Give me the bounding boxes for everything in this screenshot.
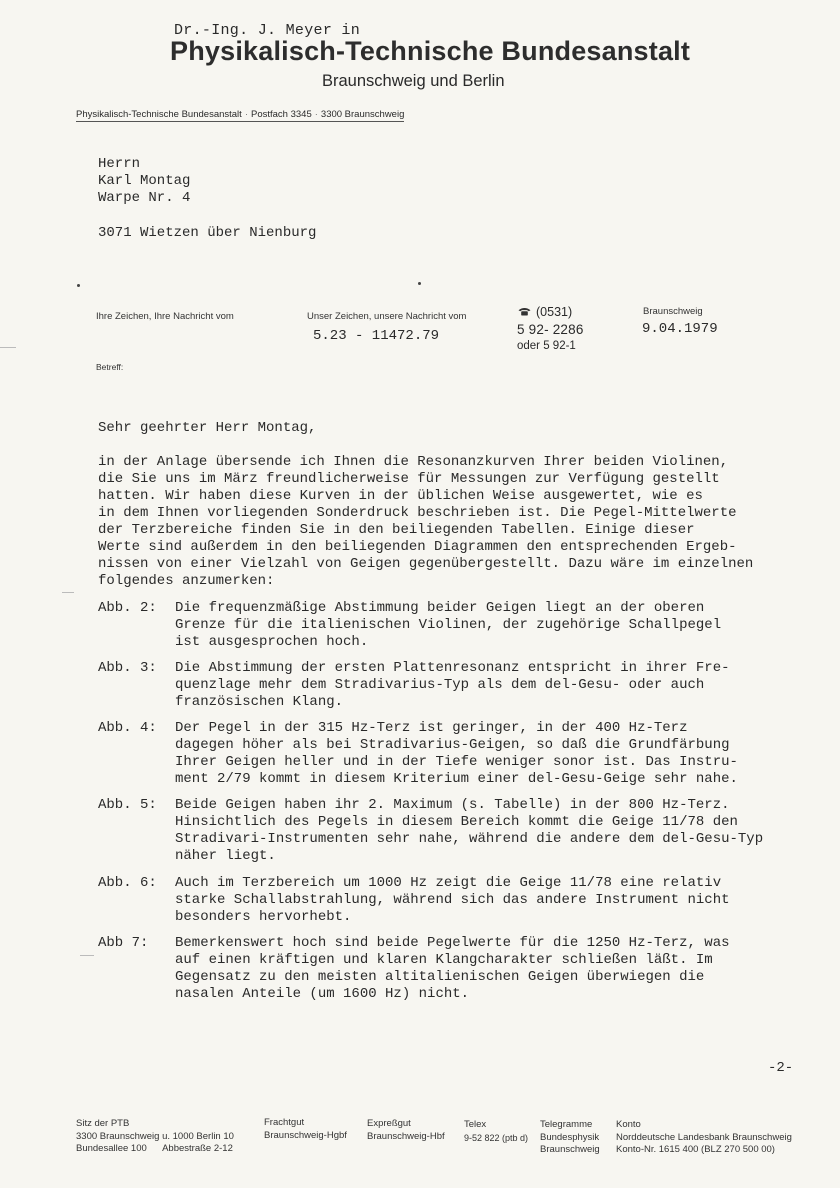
intro-line: die Sie uns im März freundlicherweise für Messungen zur Verfügung gestellt <box>98 471 720 487</box>
page-continuation-marker: -2- <box>768 1060 794 1076</box>
intro-line: folgendes anzumerken: <box>98 573 275 589</box>
letterhead-author: Dr.-Ing. J. Meyer in <box>174 22 361 39</box>
footer-heading: Telegramme <box>540 1119 593 1130</box>
return-address-city: 3300 Braunschweig <box>320 109 405 120</box>
figure-note-line: Die frequenzmäßige Abstimmung beider Geigen liegt an der oberen <box>175 600 705 616</box>
letterhead-institution: Physikalisch-Technische Bundesanstalt <box>170 36 691 66</box>
footer-seat <box>76 1118 234 1156</box>
footer-text: Konto-Nr. 1615 400 (BLZ 270 500 00) <box>616 1144 775 1155</box>
footer-telegrams <box>540 1119 600 1157</box>
figure-label: Abb. 6: <box>98 875 157 891</box>
subject-label: Betreff: <box>96 362 124 372</box>
figure-note-line: dagegen höher als bei Stradivarius-Geigen, so daß die Grundfärbung <box>175 737 730 753</box>
return-address-line: Physikalisch-Technische Bundesanstalt · Postfach 3345 · 3300 Braunschweig <box>76 109 405 120</box>
return-address-postbox: Postfach 3345 <box>250 109 312 120</box>
salutation: Sehr geehrter Herr Montag, <box>98 420 317 436</box>
our-reference-value: 5.23 - 11472.79 <box>313 328 440 344</box>
figure-note-line: Die Abstimmung der ersten Plattenresonanz entspricht in ihrer Fre- <box>175 660 730 676</box>
figure-label: Abb. 5: <box>98 797 157 813</box>
recipient-city: 3071 Wietzen über Nienburg <box>98 225 317 241</box>
intro-line: der Terzbereiche finden Sie in den beiliegenden Tabellen. Einige dieser <box>98 522 695 538</box>
figure-note-line: ist ausgesprochen hoch. <box>175 634 369 650</box>
intro-line: nissen von einer Vielzahl von Geigen gegenübergestellt. Dazu wäre im einzelnen <box>98 556 754 572</box>
figure-note-line: besonders hervorhebt. <box>175 909 352 925</box>
footer-text: 9-52 822 (ptb d) <box>464 1132 529 1143</box>
margin-mark <box>0 347 16 348</box>
your-reference-label: Ihre Zeichen, Ihre Nachricht vom <box>96 311 234 322</box>
figure-note-line: Der Pegel in der 315 Hz-Terz ist geringer, in der 400 Hz-Terz <box>175 720 688 736</box>
return-address-institution: Physikalisch-Technische Bundesanstalt <box>76 109 242 120</box>
figure-label: Abb. 2: <box>98 600 157 616</box>
figure-note-line: Gegensatz zu den meisten altitalienischen Geigen überwiegen die <box>175 969 705 985</box>
footer-heading: Expreßgut <box>367 1118 411 1129</box>
figure-note-line: näher liegt. <box>175 848 276 864</box>
figure-note-line: Stradivari-Instrumenten sehr nahe, während die andere dem del-Gesu-Typ <box>175 831 764 847</box>
intro-line: in der Anlage übersende ich Ihnen die Resonanzkurven Ihrer beiden Violinen, <box>98 454 729 470</box>
figure-note-line: französischen Klang. <box>175 694 344 710</box>
margin-mark <box>62 592 74 593</box>
figure-note-line: ment 2/79 kommt in diesem Kriterium einer del-Gesu-Geige sehr nahe. <box>175 771 738 787</box>
figure-note-line: auf einen kräftigen und klaren Klangcharakter schließen läßt. Im <box>175 952 713 968</box>
footer-text: Norddeutsche Landesbank Braunschweig <box>616 1131 792 1143</box>
footer-telex <box>464 1119 528 1144</box>
figure-note-line: Beide Geigen haben ihr 2. Maximum (s. Tabelle) in der 800 Hz-Terz. <box>175 797 730 813</box>
footer-express <box>367 1118 445 1143</box>
phone-alternative: oder 5 92-1 <box>517 340 576 352</box>
figure-note-line: quenzlage mehr dem Stradivarius-Typ als dem del-Gesu- oder auch <box>175 677 705 693</box>
telephone-icon <box>518 307 531 316</box>
fold-mark <box>77 284 80 287</box>
footer-heading: Telex <box>464 1119 487 1130</box>
phone-area-code: (0531) <box>536 305 573 319</box>
fold-mark <box>418 282 421 285</box>
figure-label: Abb. 3: <box>98 660 157 676</box>
figure-label: Abb 7: <box>98 935 149 951</box>
letterhead-location: Braunschweig und Berlin <box>322 72 505 90</box>
footer-text: Bundesphysik <box>540 1131 600 1143</box>
footer-freight <box>264 1117 347 1142</box>
footer-text: 3300 Braunschweig u. 1000 Berlin 10 <box>76 1130 234 1142</box>
figure-note-line: Grenze für die italienischen Violinen, der zugehörige Schallpegel <box>175 617 722 633</box>
figure-note-line: Bemerkenswert hoch sind beide Pegelwerte für die 1250 Hz-Terz, was <box>175 935 730 951</box>
figure-label: Abb. 4: <box>98 720 157 736</box>
figure-note-line: starke Schallabstrahlung, während sich das andere Instrument nicht <box>175 892 730 908</box>
footer-heading: Konto <box>616 1119 641 1130</box>
phone-number: 5 92- 2286 <box>517 322 584 337</box>
figure-note-line: nasalen Anteile (um 1600 Hz) nicht. <box>175 986 470 1002</box>
footer-heading: Frachtgut <box>264 1117 305 1128</box>
recipient-name: Karl Montag <box>98 173 191 189</box>
intro-line: in dem Ihnen vorliegenden Sonderdruck beschrieben ist. Die Pegel-Mittelwerte <box>98 505 737 521</box>
footer-heading: Sitz der PTB <box>76 1118 130 1129</box>
footer-text: Braunschweig-Hgbf <box>264 1129 347 1141</box>
footer-text: Braunschweig <box>540 1144 600 1155</box>
recipient-street: Warpe Nr. 4 <box>98 190 191 206</box>
figure-note-line: Hinsichtlich des Pegels in diesem Bereich kommt die Geige 11/78 den <box>175 814 738 830</box>
footer-text: Braunschweig-Hbf <box>367 1130 445 1142</box>
figure-note-line: Ihrer Geigen heller und in der Tiefe weniger sonor ist. Das Instru- <box>175 754 738 770</box>
place-label: Braunschweig <box>643 306 703 317</box>
intro-line: Werte sind außerdem in den beiliegenden Diagrammen den entsprechenden Ergeb- <box>98 539 737 555</box>
recipient-salutation: Herrn <box>98 156 141 172</box>
intro-line: hatten. Wir haben diese Kurven in der üblichen Weise ausgewertet, wie es <box>98 488 703 504</box>
letter-date: 9.04.1979 <box>642 321 718 337</box>
our-reference-label: Unser Zeichen, unsere Nachricht vom <box>307 311 467 322</box>
footer-text: Bundesallee 100 Abbestraße 2-12 <box>76 1143 233 1154</box>
figure-note-line: Auch im Terzbereich um 1000 Hz zeigt die Geige 11/78 eine relativ <box>175 875 722 891</box>
margin-mark <box>80 955 94 956</box>
footer-account <box>616 1119 792 1157</box>
